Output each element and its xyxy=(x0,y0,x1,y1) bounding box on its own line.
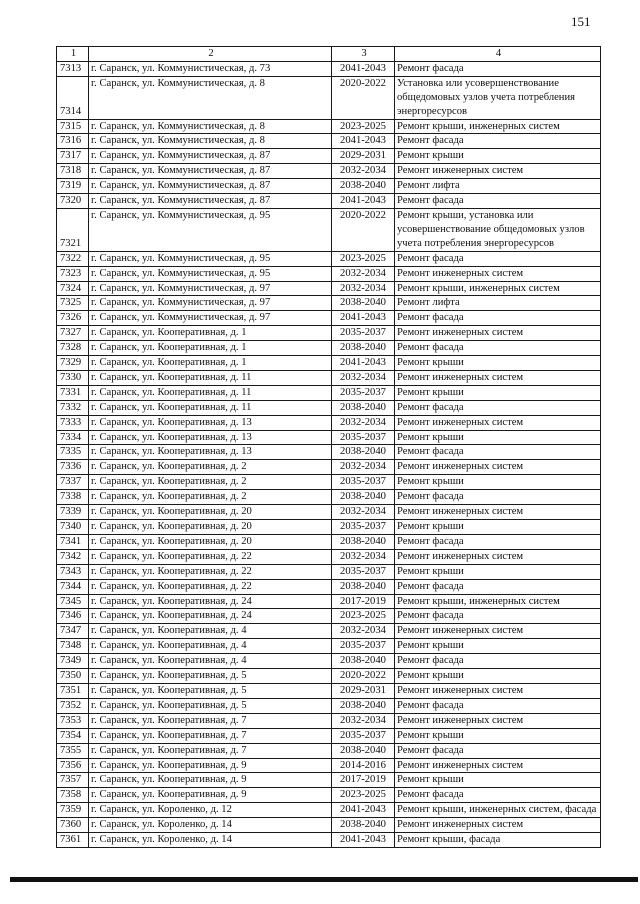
period-cell: 2038-2040 xyxy=(332,818,395,833)
table-row xyxy=(57,119,601,134)
address-cell: г. Саранск, ул. Кооперативная, д. 9 xyxy=(89,788,332,803)
table-row xyxy=(57,639,601,654)
work-type-cell: Ремонт крыши xyxy=(395,149,601,164)
table-row xyxy=(57,400,601,415)
address-cell: г. Саранск, ул. Кооперативная, д. 5 xyxy=(89,683,332,698)
column-header-period: 3 xyxy=(332,47,395,62)
period-cell: 2023-2025 xyxy=(332,609,395,624)
table-row xyxy=(57,683,601,698)
table-row xyxy=(57,266,601,281)
address-cell: г. Саранск, ул. Кооперативная, д. 4 xyxy=(89,624,332,639)
work-type-cell: Ремонт фасада xyxy=(395,579,601,594)
table-row xyxy=(57,208,601,251)
period-cell: 2032-2034 xyxy=(332,624,395,639)
period-cell: 2035-2037 xyxy=(332,728,395,743)
period-cell: 2035-2037 xyxy=(332,564,395,579)
row-number-cell: 7354 xyxy=(57,728,89,743)
work-type-cell: Ремонт инженерных систем xyxy=(395,460,601,475)
period-cell: 2038-2040 xyxy=(332,654,395,669)
work-type-cell: Ремонт крыши xyxy=(395,669,601,684)
row-number-cell: 7325 xyxy=(57,296,89,311)
row-number-cell: 7359 xyxy=(57,803,89,818)
address-cell: г. Саранск, ул. Кооперативная, д. 20 xyxy=(89,520,332,535)
row-number-cell: 7322 xyxy=(57,251,89,266)
row-number-cell: 7350 xyxy=(57,669,89,684)
address-cell: г. Саранск, ул. Кооперативная, д. 13 xyxy=(89,430,332,445)
table-row xyxy=(57,803,601,818)
address-cell: г. Саранск, ул. Кооперативная, д. 5 xyxy=(89,698,332,713)
work-type-cell: Установка или усовершенствование общедомовых узлов учета потребления энергоресурсов xyxy=(395,76,601,119)
table-row xyxy=(57,445,601,460)
work-type-cell: Ремонт инженерных систем xyxy=(395,758,601,773)
row-number-cell: 7330 xyxy=(57,370,89,385)
row-number-cell: 7337 xyxy=(57,475,89,490)
row-number-cell: 7323 xyxy=(57,266,89,281)
work-type-cell: Ремонт инженерных систем xyxy=(395,683,601,698)
period-cell: 2023-2025 xyxy=(332,119,395,134)
table-row xyxy=(57,713,601,728)
period-cell: 2020-2022 xyxy=(332,76,395,119)
table-row xyxy=(57,281,601,296)
period-cell: 2035-2037 xyxy=(332,326,395,341)
work-type-cell: Ремонт крыши xyxy=(395,564,601,579)
table-row xyxy=(57,520,601,535)
period-cell: 2023-2025 xyxy=(332,251,395,266)
row-number-cell: 7356 xyxy=(57,758,89,773)
row-number-cell: 7351 xyxy=(57,683,89,698)
work-type-cell: Ремонт крыши xyxy=(395,520,601,535)
work-type-cell: Ремонт фасада xyxy=(395,609,601,624)
row-number-cell: 7344 xyxy=(57,579,89,594)
period-cell: 2038-2040 xyxy=(332,698,395,713)
period-cell: 2038-2040 xyxy=(332,341,395,356)
work-type-cell: Ремонт фасада xyxy=(395,788,601,803)
address-cell: г. Саранск, ул. Кооперативная, д. 4 xyxy=(89,654,332,669)
work-type-cell: Ремонт крыши, фасада xyxy=(395,833,601,848)
row-number-cell: 7352 xyxy=(57,698,89,713)
period-cell: 2032-2034 xyxy=(332,266,395,281)
address-cell: г. Саранск, ул. Коммунистическая, д. 8 xyxy=(89,119,332,134)
work-type-cell: Ремонт лифта xyxy=(395,296,601,311)
row-number-cell: 7327 xyxy=(57,326,89,341)
period-cell: 2038-2040 xyxy=(332,400,395,415)
table-row xyxy=(57,356,601,371)
period-cell: 2038-2040 xyxy=(332,490,395,505)
period-cell: 2032-2034 xyxy=(332,460,395,475)
table-row xyxy=(57,654,601,669)
period-cell: 2032-2034 xyxy=(332,505,395,520)
period-cell: 2035-2037 xyxy=(332,639,395,654)
address-cell: г. Саранск, ул. Коммунистическая, д. 97 xyxy=(89,281,332,296)
work-type-cell: Ремонт фасада xyxy=(395,134,601,149)
address-cell: г. Саранск, ул. Коммунистическая, д. 8 xyxy=(89,76,332,119)
table-row xyxy=(57,758,601,773)
row-number-cell: 7313 xyxy=(57,61,89,76)
table-row xyxy=(57,505,601,520)
table-row xyxy=(57,534,601,549)
table-row xyxy=(57,669,601,684)
work-type-cell: Ремонт инженерных систем xyxy=(395,415,601,430)
work-type-cell: Ремонт инженерных систем xyxy=(395,624,601,639)
period-cell: 2041-2043 xyxy=(332,194,395,209)
row-number-cell: 7357 xyxy=(57,773,89,788)
address-cell: г. Саранск, ул. Кооперативная, д. 9 xyxy=(89,773,332,788)
row-number-cell: 7347 xyxy=(57,624,89,639)
table-row xyxy=(57,490,601,505)
page-number: 151 xyxy=(571,14,591,29)
table-row xyxy=(57,296,601,311)
address-cell: г. Саранск, ул. Коммунистическая, д. 8 xyxy=(89,134,332,149)
row-number-cell: 7334 xyxy=(57,430,89,445)
column-header-number: 1 xyxy=(57,47,89,62)
column-header-work-type: 4 xyxy=(395,47,601,62)
row-number-cell: 7333 xyxy=(57,415,89,430)
address-cell: г. Саранск, ул. Коммунистическая, д. 95 xyxy=(89,251,332,266)
period-cell: 2038-2040 xyxy=(332,534,395,549)
table-row xyxy=(57,194,601,209)
row-number-cell: 7319 xyxy=(57,179,89,194)
repair-schedule-table xyxy=(56,46,601,848)
table-row xyxy=(57,743,601,758)
work-type-cell: Ремонт фасада xyxy=(395,445,601,460)
period-cell: 2035-2037 xyxy=(332,475,395,490)
period-cell: 2041-2043 xyxy=(332,833,395,848)
address-cell: г. Саранск, ул. Кооперативная, д. 11 xyxy=(89,385,332,400)
work-type-cell: Ремонт крыши xyxy=(395,385,601,400)
table-row xyxy=(57,579,601,594)
address-cell: г. Саранск, ул. Кооперативная, д. 13 xyxy=(89,445,332,460)
address-cell: г. Саранск, ул. Кооперативная, д. 2 xyxy=(89,490,332,505)
work-type-cell: Ремонт фасада xyxy=(395,743,601,758)
period-cell: 2020-2022 xyxy=(332,669,395,684)
address-cell: г. Саранск, ул. Кооперативная, д. 7 xyxy=(89,743,332,758)
work-type-cell: Ремонт крыши xyxy=(395,356,601,371)
row-number-cell: 7329 xyxy=(57,356,89,371)
address-cell: г. Саранск, ул. Короленко, д. 12 xyxy=(89,803,332,818)
address-cell: г. Саранск, ул. Кооперативная, д. 1 xyxy=(89,326,332,341)
table-row xyxy=(57,311,601,326)
period-cell: 2020-2022 xyxy=(332,208,395,251)
address-cell: г. Саранск, ул. Кооперативная, д. 22 xyxy=(89,564,332,579)
work-type-cell: Ремонт фасада xyxy=(395,61,601,76)
address-cell: г. Саранск, ул. Коммунистическая, д. 73 xyxy=(89,61,332,76)
work-type-cell: Ремонт фасада xyxy=(395,400,601,415)
table-row xyxy=(57,415,601,430)
work-type-cell: Ремонт фасада xyxy=(395,534,601,549)
table-row xyxy=(57,475,601,490)
address-cell: г. Саранск, ул. Кооперативная, д. 1 xyxy=(89,341,332,356)
table-row xyxy=(57,833,601,848)
table-row xyxy=(57,134,601,149)
row-number-cell: 7346 xyxy=(57,609,89,624)
period-cell: 2029-2031 xyxy=(332,683,395,698)
row-number-cell: 7336 xyxy=(57,460,89,475)
table-row xyxy=(57,430,601,445)
address-cell: г. Саранск, ул. Кооперативная, д. 7 xyxy=(89,728,332,743)
table-row xyxy=(57,76,601,119)
period-cell: 2038-2040 xyxy=(332,179,395,194)
row-number-cell: 7331 xyxy=(57,385,89,400)
row-number-cell: 7318 xyxy=(57,164,89,179)
table-row xyxy=(57,251,601,266)
work-type-cell: Ремонт крыши, инженерных систем xyxy=(395,119,601,134)
work-type-cell: Ремонт крыши xyxy=(395,728,601,743)
address-cell: г. Саранск, ул. Коммунистическая, д. 97 xyxy=(89,296,332,311)
address-cell: г. Саранск, ул. Кооперативная, д. 22 xyxy=(89,549,332,564)
period-cell: 2041-2043 xyxy=(332,311,395,326)
table-row xyxy=(57,818,601,833)
work-type-cell: Ремонт фасада xyxy=(395,341,601,356)
table-row xyxy=(57,370,601,385)
row-number-cell: 7343 xyxy=(57,564,89,579)
work-type-cell: Ремонт крыши xyxy=(395,639,601,654)
address-cell: г. Саранск, ул. Коммунистическая, д. 87 xyxy=(89,149,332,164)
work-type-cell: Ремонт крыши xyxy=(395,773,601,788)
period-cell: 2029-2031 xyxy=(332,149,395,164)
period-cell: 2032-2034 xyxy=(332,164,395,179)
row-number-cell: 7335 xyxy=(57,445,89,460)
table-row xyxy=(57,61,601,76)
table-row xyxy=(57,773,601,788)
period-cell: 2014-2016 xyxy=(332,758,395,773)
row-number-cell: 7326 xyxy=(57,311,89,326)
work-type-cell: Ремонт инженерных систем xyxy=(395,326,601,341)
table-row xyxy=(57,609,601,624)
period-cell: 2038-2040 xyxy=(332,296,395,311)
row-number-cell: 7353 xyxy=(57,713,89,728)
row-number-cell: 7342 xyxy=(57,549,89,564)
work-type-cell: Ремонт фасада xyxy=(395,251,601,266)
address-cell: г. Саранск, ул. Кооперативная, д. 7 xyxy=(89,713,332,728)
work-type-cell: Ремонт крыши, инженерных систем xyxy=(395,281,601,296)
period-cell: 2035-2037 xyxy=(332,385,395,400)
work-type-cell: Ремонт инженерных систем xyxy=(395,505,601,520)
period-cell: 2035-2037 xyxy=(332,520,395,535)
row-number-cell: 7358 xyxy=(57,788,89,803)
period-cell: 2032-2034 xyxy=(332,281,395,296)
period-cell: 2032-2034 xyxy=(332,713,395,728)
table-row xyxy=(57,149,601,164)
row-number-cell: 7316 xyxy=(57,134,89,149)
address-cell: г. Саранск, ул. Кооперативная, д. 13 xyxy=(89,415,332,430)
work-type-cell: Ремонт лифта xyxy=(395,179,601,194)
work-type-cell: Ремонт инженерных систем xyxy=(395,713,601,728)
table-row xyxy=(57,460,601,475)
row-number-cell: 7324 xyxy=(57,281,89,296)
row-number-cell: 7355 xyxy=(57,743,89,758)
address-cell: г. Саранск, ул. Коммунистическая, д. 95 xyxy=(89,266,332,281)
address-cell: г. Саранск, ул. Кооперативная, д. 4 xyxy=(89,639,332,654)
work-type-cell: Ремонт инженерных систем xyxy=(395,266,601,281)
address-cell: г. Саранск, ул. Кооперативная, д. 11 xyxy=(89,370,332,385)
address-cell: г. Саранск, ул. Коммунистическая, д. 97 xyxy=(89,311,332,326)
row-number-cell: 7345 xyxy=(57,594,89,609)
address-cell: г. Саранск, ул. Кооперативная, д. 5 xyxy=(89,669,332,684)
period-cell: 2041-2043 xyxy=(332,134,395,149)
row-number-cell: 7339 xyxy=(57,505,89,520)
row-number-cell: 7320 xyxy=(57,194,89,209)
row-number-cell: 7340 xyxy=(57,520,89,535)
period-cell: 2023-2025 xyxy=(332,788,395,803)
row-number-cell: 7328 xyxy=(57,341,89,356)
period-cell: 2038-2040 xyxy=(332,743,395,758)
row-number-cell: 7348 xyxy=(57,639,89,654)
work-type-cell: Ремонт крыши xyxy=(395,430,601,445)
table-row xyxy=(57,594,601,609)
address-cell: г. Саранск, ул. Коммунистическая, д. 87 xyxy=(89,164,332,179)
period-cell: 2038-2040 xyxy=(332,579,395,594)
work-type-cell: Ремонт крыши, инженерных систем xyxy=(395,594,601,609)
address-cell: г. Саранск, ул. Коммунистическая, д. 87 xyxy=(89,179,332,194)
row-number-cell: 7332 xyxy=(57,400,89,415)
address-cell: г. Саранск, ул. Кооперативная, д. 9 xyxy=(89,758,332,773)
work-type-cell: Ремонт фасада xyxy=(395,654,601,669)
period-cell: 2041-2043 xyxy=(332,356,395,371)
work-type-cell: Ремонт фасада xyxy=(395,194,601,209)
work-type-cell: Ремонт крыши, инженерных систем, фасада xyxy=(395,803,601,818)
table-row xyxy=(57,179,601,194)
table-row xyxy=(57,549,601,564)
row-number-cell: 7341 xyxy=(57,534,89,549)
period-cell: 2017-2019 xyxy=(332,594,395,609)
table-body xyxy=(57,61,601,847)
work-type-cell: Ремонт фасада xyxy=(395,698,601,713)
row-number-cell: 7315 xyxy=(57,119,89,134)
address-cell: г. Саранск, ул. Кооперативная, д. 20 xyxy=(89,534,332,549)
work-type-cell: Ремонт инженерных систем xyxy=(395,818,601,833)
work-type-cell: Ремонт крыши, установка или усовершенствование общедомовых узлов учета потребления энергоресурсов xyxy=(395,208,601,251)
row-number-cell: 7321 xyxy=(57,208,89,251)
period-cell: 2032-2034 xyxy=(332,415,395,430)
period-cell: 2041-2043 xyxy=(332,803,395,818)
address-cell: г. Саранск, ул. Кооперативная, д. 2 xyxy=(89,475,332,490)
address-cell: г. Саранск, ул. Коммунистическая, д. 87 xyxy=(89,194,332,209)
address-cell: г. Саранск, ул. Коммунистическая, д. 95 xyxy=(89,208,332,251)
table-row xyxy=(57,341,601,356)
address-cell: г. Саранск, ул. Кооперативная, д. 2 xyxy=(89,460,332,475)
period-cell: 2032-2034 xyxy=(332,549,395,564)
table-row xyxy=(57,788,601,803)
address-cell: г. Саранск, ул. Кооперативная, д. 11 xyxy=(89,400,332,415)
work-type-cell: Ремонт инженерных систем xyxy=(395,164,601,179)
work-type-cell: Ремонт крыши xyxy=(395,475,601,490)
address-cell: г. Саранск, ул. Короленко, д. 14 xyxy=(89,818,332,833)
table-row xyxy=(57,326,601,341)
period-cell: 2032-2034 xyxy=(332,370,395,385)
table-row xyxy=(57,624,601,639)
period-cell: 2041-2043 xyxy=(332,61,395,76)
table-row xyxy=(57,564,601,579)
work-type-cell: Ремонт фасада xyxy=(395,311,601,326)
row-number-cell: 7349 xyxy=(57,654,89,669)
row-number-cell: 7338 xyxy=(57,490,89,505)
row-number-cell: 7314 xyxy=(57,76,89,119)
period-cell: 2017-2019 xyxy=(332,773,395,788)
table-header-row xyxy=(57,47,601,62)
table-row xyxy=(57,698,601,713)
row-number-cell: 7317 xyxy=(57,149,89,164)
column-header-address: 2 xyxy=(89,47,332,62)
work-type-cell: Ремонт фасада xyxy=(395,490,601,505)
work-type-cell: Ремонт инженерных систем xyxy=(395,549,601,564)
address-cell: г. Саранск, ул. Кооперативная, д. 20 xyxy=(89,505,332,520)
address-cell: г. Саранск, ул. Кооперативная, д. 22 xyxy=(89,579,332,594)
period-cell: 2038-2040 xyxy=(332,445,395,460)
address-cell: г. Саранск, ул. Кооперативная, д. 1 xyxy=(89,356,332,371)
address-cell: г. Саранск, ул. Кооперативная, д. 24 xyxy=(89,594,332,609)
bottom-border-line xyxy=(10,877,638,882)
period-cell: 2035-2037 xyxy=(332,430,395,445)
address-cell: г. Саранск, ул. Короленко, д. 14 xyxy=(89,833,332,848)
row-number-cell: 7360 xyxy=(57,818,89,833)
table-row xyxy=(57,164,601,179)
work-type-cell: Ремонт инженерных систем xyxy=(395,370,601,385)
address-cell: г. Саранск, ул. Кооперативная, д. 24 xyxy=(89,609,332,624)
row-number-cell: 7361 xyxy=(57,833,89,848)
table-row xyxy=(57,385,601,400)
table-row xyxy=(57,728,601,743)
